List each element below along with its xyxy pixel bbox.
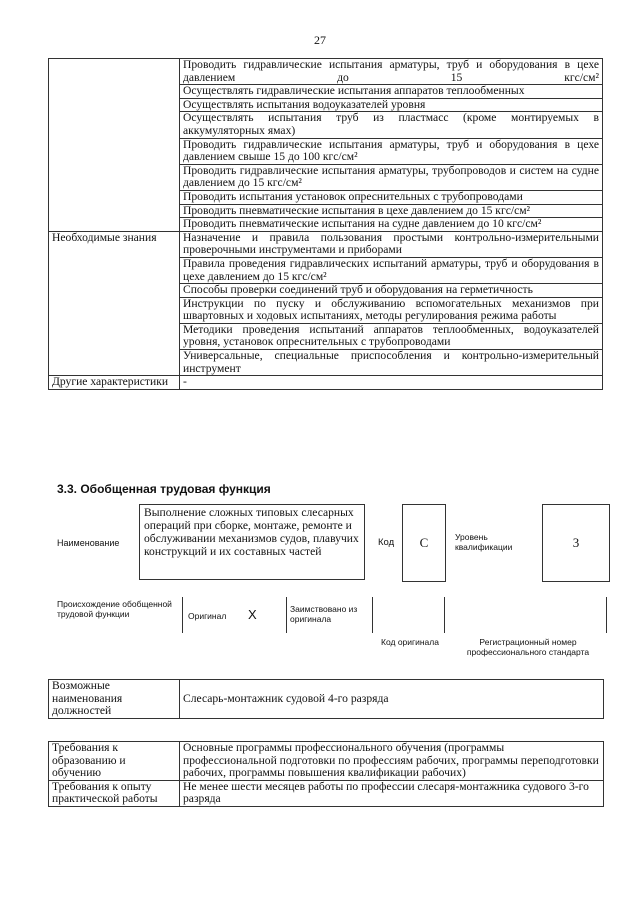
positions-label: Возможные наименования должностей xyxy=(49,680,180,719)
skill-cell: Проводить испытания установок опреснительных с трубопроводами xyxy=(180,190,603,204)
other-value: - xyxy=(180,376,603,390)
knowledge-cell: Универсальные, специальные приспособления и контрольно-измерительный инструмент xyxy=(180,350,603,376)
skills-label-cell xyxy=(49,59,180,232)
knowledge-cell: Методики проведения испытаний аппаратов теплообменных, водоуказателей уровня, установок опреснительных с трубопроводами xyxy=(180,323,603,349)
origin-label: Происхождение обобщенной трудовой функции xyxy=(57,599,172,619)
function-name: Выполнение сложных типовых слесарных операций при сборке, монтаже, ремонте и обслуживании механизмов судов, плавучих конструкций и их составных частей xyxy=(144,506,359,558)
skill-cell: Осуществлять гидравлические испытания аппаратов теплообменных xyxy=(180,85,603,99)
other-label: Другие характеристики xyxy=(49,376,180,390)
table-row xyxy=(49,780,604,806)
skills-knowledge-table xyxy=(48,58,603,390)
skill-cell: Проводить гидравлические испытания арматуры, трубопроводов и систем на судне давлением до 15 кгс/см² xyxy=(180,164,603,190)
knowledge-cell: Правила проведения гидравлических испытаний арматуры, труб и оборудования в цехе давлением до 15 кгс/см² xyxy=(180,257,603,283)
skill-cell: Осуществлять испытания водоуказателей уровня xyxy=(180,98,603,112)
section-title: 3.3. Обобщенная трудовая функция xyxy=(57,482,271,496)
original-label: Оригинал xyxy=(188,611,227,621)
skill-cell: Проводить гидравлические испытания арматуры, труб и оборудования в цехе давлением до 15 кгс/см² xyxy=(180,59,603,85)
table-row xyxy=(49,231,603,257)
level-value: 3 xyxy=(572,535,580,550)
knowledge-label: Необходимые знания xyxy=(49,231,180,376)
education-value: Основные программы профессионального обучения (программы профессиональной подготовки по профессиям рабочих, программы переподготовки рабочих, программы повышения квалификации рабочих) xyxy=(180,742,604,781)
table-row xyxy=(49,680,604,719)
knowledge-cell: Способы проверки соединений труб и оборудования на герметичность xyxy=(180,284,603,298)
code-original-caption: Код оригинала xyxy=(381,637,439,647)
borrowed-label: Заимствовано из оригинала xyxy=(290,604,358,624)
origin-row xyxy=(182,597,606,633)
reg-number-caption: Регистрационный номер профессионального стандарта xyxy=(466,637,590,657)
table-row xyxy=(49,742,604,781)
page-number: 27 xyxy=(314,33,326,47)
level-label: Уровень квалификации xyxy=(455,532,513,552)
requirements-table xyxy=(48,741,604,807)
skill-cell: Проводить гидравлические испытания арматуры, труб и оборудования в цехе давлением свыше 15 до 100 кгс/см² xyxy=(180,138,603,164)
table-row xyxy=(49,59,603,85)
code-label: Код xyxy=(378,537,395,548)
experience-value: Не менее шести месяцев работы по профессии слесаря-монтажника судового 3-го разряда xyxy=(180,780,604,806)
positions-value: Слесарь-монтажник судовой 4-го разряда xyxy=(180,680,604,719)
knowledge-cell: Инструкции по пуску и обслуживанию вспомогательных механизмов при швартовных и ходовых испытаниях, методы регулирования режима работы xyxy=(180,297,603,323)
original-mark: X xyxy=(248,607,257,622)
positions-table xyxy=(48,679,604,719)
code-value: C xyxy=(419,535,429,550)
skill-cell: Осуществлять испытания труб из пластмасс (кроме монтируемых в аккумуляторных ямах) xyxy=(180,112,603,138)
code-box xyxy=(402,504,446,582)
knowledge-cell: Назначение и правила пользования простыми контрольно-измерительными проверочными инструментами и приборами xyxy=(180,231,603,257)
skill-cell: Проводить пневматические испытания в цехе давлением до 15 кгс/см² xyxy=(180,204,603,218)
table-row xyxy=(49,376,603,390)
skill-cell: Проводить пневматические испытания на судне давлением до 10 кгс/см² xyxy=(180,218,603,232)
education-label: Требования к образованию и обучению xyxy=(49,742,180,781)
function-name-box xyxy=(139,504,365,580)
experience-label: Требования к опыту практической работы xyxy=(49,780,180,806)
level-box xyxy=(542,504,610,582)
name-label: Наименование xyxy=(57,538,120,548)
